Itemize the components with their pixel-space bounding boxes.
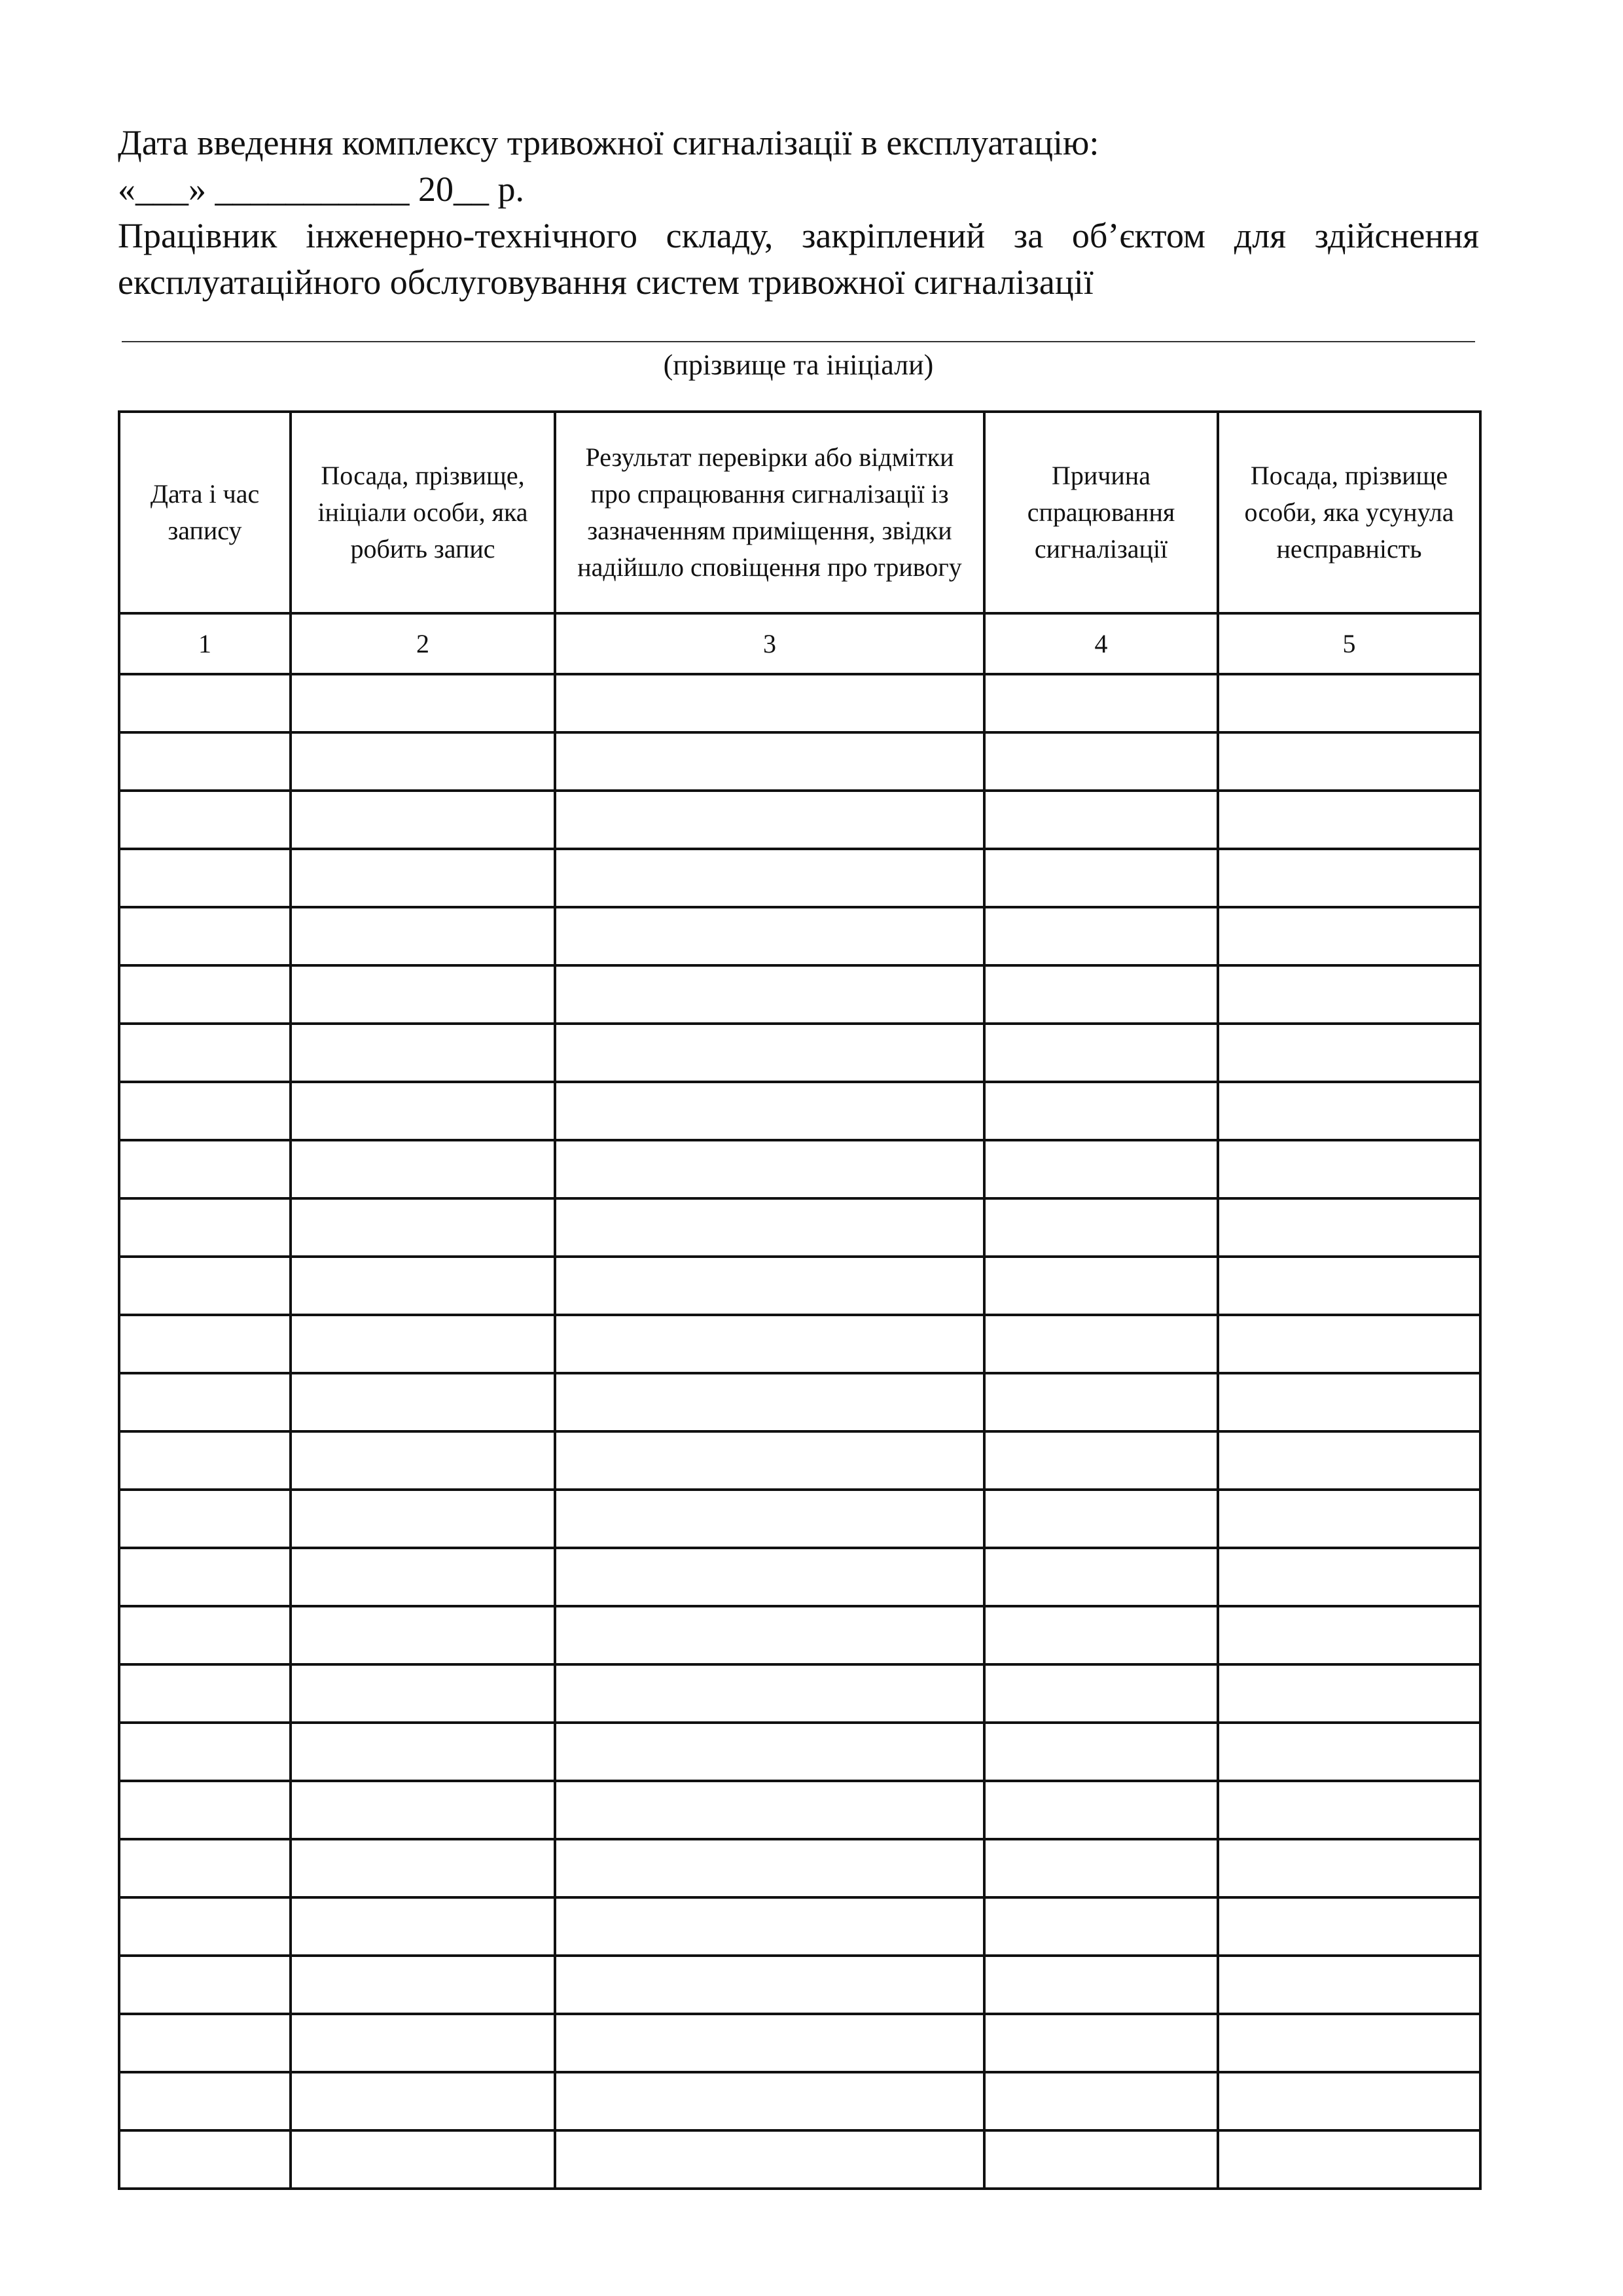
table-cell[interactable] (555, 1723, 984, 1781)
table-cell[interactable] (119, 907, 291, 965)
table-row (119, 965, 1480, 1024)
table-cell[interactable] (1218, 1431, 1480, 1490)
header-recorder: Посада, прізвище, ініціали особи, яка робить запис (291, 412, 555, 613)
table-cell[interactable] (1218, 791, 1480, 849)
table-cell[interactable] (119, 1082, 291, 1140)
table-cell[interactable] (119, 1198, 291, 1257)
table-row (119, 1548, 1480, 1606)
intro-block (118, 120, 1479, 306)
table-row (119, 1897, 1480, 1956)
table-cell[interactable] (1218, 732, 1480, 791)
table-cell[interactable] (984, 1664, 1218, 1723)
table-row (119, 1198, 1480, 1257)
table-cell[interactable] (119, 791, 291, 849)
table-row (119, 849, 1480, 907)
table-row (119, 1839, 1480, 1897)
table-cell[interactable] (555, 907, 984, 965)
table-cell[interactable] (291, 1315, 555, 1373)
table-cell[interactable] (119, 1956, 291, 2014)
table-cell[interactable] (984, 1315, 1218, 1373)
table-cell[interactable] (555, 1956, 984, 2014)
table-cell[interactable] (555, 1839, 984, 1897)
table-cell[interactable] (119, 1373, 291, 1431)
table-cell[interactable] (1218, 2014, 1480, 2072)
table-cell[interactable] (555, 2130, 984, 2189)
table-cell[interactable] (119, 1606, 291, 1664)
table-cell[interactable] (555, 849, 984, 907)
table-cell[interactable] (555, 1431, 984, 1490)
table-cell[interactable] (1218, 1839, 1480, 1897)
table-cell[interactable] (984, 1839, 1218, 1897)
table-cell[interactable] (1218, 1781, 1480, 1839)
table-cell[interactable] (555, 1024, 984, 1082)
table-cell[interactable] (984, 1490, 1218, 1548)
table-cell[interactable] (1218, 849, 1480, 907)
header-check-result: Результат перевірки або відмітки про спрацювання сигналізації із зазначенням приміщення, звідки надійшло сповіщення про тривогу (555, 412, 984, 613)
table-row (119, 1024, 1480, 1082)
commissioning-date-label: Дата введення комплексу тривожної сигналізації в експлуатацію: (118, 123, 1099, 162)
table-cell[interactable] (1218, 1024, 1480, 1082)
table-cell[interactable] (1218, 1082, 1480, 1140)
table-cell[interactable] (1218, 1664, 1480, 1723)
header-date-time: Дата і час запису (119, 412, 291, 613)
table-cell[interactable] (555, 1315, 984, 1373)
responsible-employee-label: Працівник інженерно-технічного складу, закріплений за об’єктом для здійснення експлуатаційного обслуговування систем тривожної сигналізації (118, 216, 1479, 302)
table-cell[interactable] (291, 1781, 555, 1839)
employee-name-caption: (прізвище та ініціали) (663, 349, 934, 381)
table-cell[interactable] (291, 674, 555, 732)
table-row (119, 2014, 1480, 2072)
table-row (119, 2072, 1480, 2130)
table-row (119, 1606, 1480, 1664)
column-number-row (119, 613, 1480, 674)
table-cell[interactable] (984, 791, 1218, 849)
table-cell[interactable] (984, 1257, 1218, 1315)
table-cell[interactable] (291, 1548, 555, 1606)
table-cell[interactable] (291, 1664, 555, 1723)
table-cell[interactable] (119, 2014, 291, 2072)
table-cell[interactable] (119, 1548, 291, 1606)
table-cell[interactable] (984, 1140, 1218, 1198)
table-row (119, 1140, 1480, 1198)
column-number: 3 (555, 613, 984, 674)
table-cell[interactable] (119, 1315, 291, 1373)
table-cell[interactable] (555, 1897, 984, 1956)
table-header-row (119, 412, 1480, 613)
table-cell[interactable] (1218, 1140, 1480, 1198)
table-cell[interactable] (555, 1257, 984, 1315)
table-row (119, 1431, 1480, 1490)
table-cell[interactable] (291, 1490, 555, 1548)
table-cell[interactable] (984, 1897, 1218, 1956)
table-cell[interactable] (1218, 674, 1480, 732)
table-cell[interactable] (1218, 2072, 1480, 2130)
table-row (119, 1664, 1480, 1723)
table-cell[interactable] (984, 1431, 1218, 1490)
table-row (119, 1723, 1480, 1781)
table-cell[interactable] (1218, 1897, 1480, 1956)
table-cell[interactable] (984, 1606, 1218, 1664)
table-cell[interactable] (119, 1897, 291, 1956)
table-cell[interactable] (984, 965, 1218, 1024)
table-cell[interactable] (119, 674, 291, 732)
table-cell[interactable] (1218, 1548, 1480, 1606)
table-cell[interactable] (555, 1140, 984, 1198)
table-row (119, 732, 1480, 791)
column-number: 5 (1218, 613, 1480, 674)
table-cell[interactable] (119, 1490, 291, 1548)
table-cell[interactable] (555, 791, 984, 849)
table-cell[interactable] (291, 1956, 555, 2014)
table-cell[interactable] (291, 1373, 555, 1431)
table-cell[interactable] (1218, 1315, 1480, 1373)
table-cell[interactable] (984, 1723, 1218, 1781)
table-cell[interactable] (984, 2014, 1218, 2072)
table-cell[interactable] (984, 1956, 1218, 2014)
table-cell[interactable] (291, 1024, 555, 1082)
table-row (119, 1315, 1480, 1373)
table-cell[interactable] (291, 1723, 555, 1781)
table-cell[interactable] (555, 1606, 984, 1664)
table-cell[interactable] (291, 1897, 555, 1956)
table-cell[interactable] (1218, 1956, 1480, 2014)
table-cell[interactable] (119, 1140, 291, 1198)
table-cell[interactable] (1218, 2130, 1480, 2189)
table-cell[interactable] (291, 1082, 555, 1140)
table-cell[interactable] (291, 791, 555, 849)
table-cell[interactable] (119, 965, 291, 1024)
table-cell[interactable] (984, 907, 1218, 965)
employee-name-line (122, 341, 1475, 342)
table-cell[interactable] (984, 2072, 1218, 2130)
table-cell[interactable] (291, 2130, 555, 2189)
table-cell[interactable] (291, 907, 555, 965)
table-cell[interactable] (1218, 1373, 1480, 1431)
header-alarm-cause: Причина спрацювання сигналізації (984, 412, 1218, 613)
table-cell[interactable] (555, 965, 984, 1024)
table-cell[interactable] (555, 1490, 984, 1548)
table-cell[interactable] (291, 1198, 555, 1257)
table-cell[interactable] (291, 1257, 555, 1315)
table-row (119, 1490, 1480, 1548)
table-cell[interactable] (555, 1664, 984, 1723)
table-cell[interactable] (291, 849, 555, 907)
table-cell[interactable] (555, 1781, 984, 1839)
table-cell[interactable] (291, 1606, 555, 1664)
table-cell[interactable] (291, 1839, 555, 1897)
table-cell[interactable] (984, 1781, 1218, 1839)
table-cell[interactable] (1218, 1723, 1480, 1781)
table-row (119, 1956, 1480, 2014)
header-fixer: Посада, прізвище особи, яка усунула несправність (1218, 412, 1480, 613)
table-cell[interactable] (119, 1664, 291, 1723)
table-cell[interactable] (984, 674, 1218, 732)
table-row (119, 2130, 1480, 2189)
table-cell[interactable] (291, 2014, 555, 2072)
column-number: 4 (984, 613, 1218, 674)
table-cell[interactable] (555, 2072, 984, 2130)
table-cell[interactable] (984, 2130, 1218, 2189)
table-cell[interactable] (1218, 965, 1480, 1024)
table-cell[interactable] (555, 1548, 984, 1606)
table-row (119, 1781, 1480, 1839)
table-cell[interactable] (984, 1082, 1218, 1140)
table-cell[interactable] (1218, 1198, 1480, 1257)
table-cell[interactable] (291, 1140, 555, 1198)
table-cell[interactable] (555, 1198, 984, 1257)
table-row (119, 791, 1480, 849)
table-cell[interactable] (291, 965, 555, 1024)
table-cell[interactable] (984, 1548, 1218, 1606)
table-cell[interactable] (984, 732, 1218, 791)
table-cell[interactable] (119, 1024, 291, 1082)
table-row (119, 674, 1480, 732)
table-cell[interactable] (119, 1257, 291, 1315)
table-row (119, 1373, 1480, 1431)
table-cell[interactable] (555, 2014, 984, 2072)
table-row (119, 1257, 1480, 1315)
table-cell[interactable] (119, 1781, 291, 1839)
table-cell[interactable] (119, 849, 291, 907)
table-cell[interactable] (984, 1198, 1218, 1257)
table-cell[interactable] (1218, 1490, 1480, 1548)
table-cell[interactable] (1218, 1606, 1480, 1664)
table-cell[interactable] (984, 1024, 1218, 1082)
commissioning-date-field: «___» ___________ 20__ р. (118, 170, 524, 209)
table-cell[interactable] (291, 2072, 555, 2130)
table-row (119, 907, 1480, 965)
table-cell[interactable] (119, 2130, 291, 2189)
table-cell[interactable] (555, 674, 984, 732)
table-cell[interactable] (1218, 1257, 1480, 1315)
table-cell[interactable] (119, 1431, 291, 1490)
alarm-log-table (118, 410, 1482, 2190)
table-body (119, 674, 1480, 2189)
table-cell[interactable] (119, 1839, 291, 1897)
table-cell[interactable] (984, 849, 1218, 907)
table-cell[interactable] (291, 732, 555, 791)
column-number: 1 (119, 613, 291, 674)
table-cell[interactable] (291, 1431, 555, 1490)
table-cell[interactable] (119, 732, 291, 791)
table-cell[interactable] (119, 1723, 291, 1781)
table-cell[interactable] (1218, 907, 1480, 965)
table-cell[interactable] (119, 2072, 291, 2130)
table-cell[interactable] (555, 1082, 984, 1140)
table-row (119, 1082, 1480, 1140)
table-cell[interactable] (984, 1373, 1218, 1431)
column-number: 2 (291, 613, 555, 674)
table-cell[interactable] (555, 732, 984, 791)
table-cell[interactable] (555, 1373, 984, 1431)
